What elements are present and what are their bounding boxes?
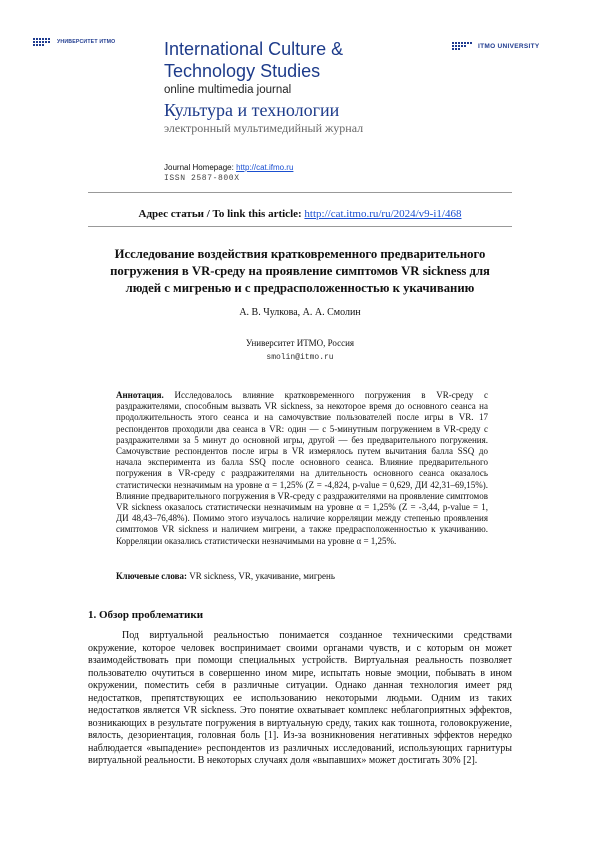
abstract — [116, 390, 488, 547]
journal-title-en-line2: Technology Studies — [164, 61, 321, 81]
article-link-label: Адрес статьи / To link this article: — [138, 208, 302, 220]
itmo-dots-icon — [452, 42, 474, 50]
article-affiliation: Университет ИТМО, Россия — [245, 338, 355, 348]
logo-left-text: УНИВЕРСИТЕТ ИТМО — [57, 39, 116, 45]
article-title: Исследование воздействия кратковременного предварительного погружения в VR-среду на проявление симптомов VR sickness для людей с мигренью и с предрасположенностью к укачиванию — [110, 247, 490, 295]
header-divider — [88, 192, 512, 193]
link-divider — [88, 226, 512, 227]
homepage-label: Journal Homepage: — [164, 163, 234, 172]
abstract-label: Аннотация. — [116, 390, 164, 400]
journal-homepage — [164, 163, 293, 173]
journal-subtitle-en: online multimedia journal — [164, 84, 292, 96]
homepage-link[interactable]: http://cat.ifmo.ru — [236, 163, 294, 172]
keywords-label: Ключевые слова: — [116, 571, 187, 581]
keywords-text: VR sickness, VR, укачивание, мигрень — [187, 571, 335, 581]
itmo-logo-ru — [33, 38, 115, 46]
article-email: smolin@itmo.ru — [266, 353, 334, 362]
keywords — [116, 571, 488, 581]
section-body: Под виртуальной реальностью понимается созданное техническими средствами окружение, которое человек воспринимает своими органами чувств, и с которым он может взаимодействовать при помощи специальных устройств. Виртуальная реальность позволяет пользователю очутиться в совершенно ином мире, испытать новые эмоции, побывать в ином окружении, поместить себя в различные ситуации. Однако данная технология имеет ряд недостатков, препятствующих ее использованию некоторыми людьми. Одним из таких недостатков является VR sickness. Это понятие охватывает комплекс неблагоприятных эффектов, возникающих в результате погружения в виртуальную среду, таких как тошнота, головокружение, вялость, дезориентация, головная боль [1]. Из-за возникновения негативных эффектов нередко наблюдается «выпадение» респондентов из различных исследований, использующих гарнитуры виртуальной реальности. В некоторых случаях доля «выпавших» может достигать 30% [2]. — [88, 630, 512, 766]
issn: ISSN 2587-800X — [164, 174, 240, 183]
journal-masthead — [164, 38, 363, 135]
abstract-text: Исследовалось влияние кратковременного погружения в VR-среду с раздражителями, способным вызвать VR sickness, за некоторое время до основного сеанса на продолжительность этого сеанса и на самочувствие пользователей после игры в VR. 17 респондентов проходили два сеанса в VR: один — с 5-минутным погружением в VR-среду с раздражителями за 5 минут до основной игры, другой — без предварительного погружения. Самочувствие респондентов после игры в VR измерялось путем вычитания балла SSQ до начала эксперимента из балла SSQ после основного сеанса. Влияние предварительного погружения в VR-среду с раздражителями на длительность основного сеанса оказалось статистически незначимым на уровне α = 1,25% (Z = -4,824, p-value = 0,629, ДИ 42,31–69,15%). Влияние предварительного погружения в VR-среду с раздражителями на проявление симптомов VR sickness оказалось статистически незначимым на уровне α = 1,25% (Z = -3,44, p-value = 1, ДИ 48,43–76,48%). Помимо этого изучалось наличие корреляции между степенью проявления симптомов VR sickness и наличием мигрени, а также предрасположенностью к укачиванию. Корреляции оказались статистически незначимыми на уровне α = 1,25%. — [116, 390, 488, 546]
article-authors: А. В. Чулкова, А. А. Смолин — [239, 307, 361, 318]
itmo-logo-en — [452, 42, 540, 50]
logo-right-text: ITMO UNIVERSITY — [478, 42, 540, 50]
section-heading: 1. Обзор проблематики — [88, 609, 204, 621]
article-link[interactable]: http://cat.itmo.ru/ru/2024/v9-i1/468 — [304, 208, 462, 220]
itmo-dots-icon — [33, 38, 53, 46]
journal-title-en-line1: International Culture & — [164, 39, 344, 59]
article-link-line — [0, 208, 600, 220]
journal-subtitle-ru: электронный мультимедийный журнал — [164, 121, 364, 135]
journal-title-ru: Культура и технологии — [164, 100, 340, 120]
